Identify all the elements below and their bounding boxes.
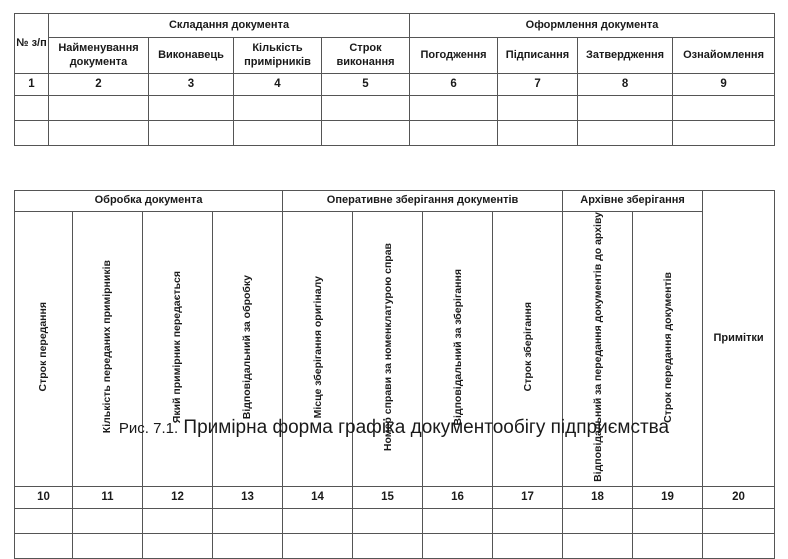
group-format-header: Оформлення документа xyxy=(410,14,775,38)
column-number: 6 xyxy=(410,74,498,96)
header-original-location: Місце зберігання оригіналу xyxy=(283,212,353,487)
header-responsible-archive: Відповідальний за передання документів до архіву xyxy=(563,212,633,487)
column-number: 8 xyxy=(578,74,673,96)
document-flow-table-2 xyxy=(14,190,775,559)
figure-caption-text: Примірна форма графіка документообігу підприємства xyxy=(183,417,670,438)
header-copies: Кількість примірників xyxy=(234,38,322,74)
column-number: 11 xyxy=(73,487,143,509)
header-approval: Погодження xyxy=(410,38,498,74)
column-number: 20 xyxy=(703,487,775,509)
header-signing: Підписання xyxy=(498,38,578,74)
column-number: 2 xyxy=(49,74,149,96)
column-number: 16 xyxy=(423,487,493,509)
group-operative-header: Оперативне зберігання документів xyxy=(283,191,563,212)
column-number: 3 xyxy=(149,74,234,96)
table-row xyxy=(15,96,775,121)
column-number: 7 xyxy=(498,74,578,96)
column-number: 17 xyxy=(493,487,563,509)
header-storage-term: Строк зберігання xyxy=(493,212,563,487)
column-number: 5 xyxy=(322,74,410,96)
column-number: 4 xyxy=(234,74,322,96)
col-number-header: № з/п xyxy=(15,14,49,74)
header-transfer-term: Строк передання xyxy=(15,212,73,487)
header-responsible-storage: Відповідальний за зберігання xyxy=(423,212,493,487)
table-row xyxy=(15,121,775,146)
column-number: 1 xyxy=(15,74,49,96)
column-number: 10 xyxy=(15,487,73,509)
column-number: 13 xyxy=(213,487,283,509)
group-compose-header: Складання документа xyxy=(49,14,410,38)
table-row xyxy=(15,534,775,559)
group-processing-header: Обробка документа xyxy=(15,191,283,212)
header-familiarization: Ознайомлення xyxy=(673,38,775,74)
header-deadline: Строк виконання xyxy=(322,38,410,74)
figure-caption xyxy=(0,417,788,439)
column-number: 9 xyxy=(673,74,775,96)
column-number: 12 xyxy=(143,487,213,509)
table-row xyxy=(15,509,775,534)
notes-header: Примітки xyxy=(703,191,775,487)
group-archive-header: Архівне зберігання xyxy=(563,191,703,212)
column-number: 18 xyxy=(563,487,633,509)
figure-caption-prefix: Рис. 7.1. xyxy=(118,420,179,437)
document-flow-table-1 xyxy=(14,13,775,146)
column-number: 14 xyxy=(283,487,353,509)
column-number: 15 xyxy=(353,487,423,509)
header-responsible-processing: Відповідальний за обробку xyxy=(213,212,283,487)
header-confirmation: Затвердження xyxy=(578,38,673,74)
header-executor: Виконавець xyxy=(149,38,234,74)
header-archive-transfer-term: Строк передання документів xyxy=(633,212,703,487)
header-doc-name: Найменування документа xyxy=(49,38,149,74)
header-transferred-copies: Кількість переданих примірників xyxy=(73,212,143,487)
header-which-copy: Який примірник передається xyxy=(143,212,213,487)
header-case-number: Номер справи за номенклатурою справ xyxy=(353,212,423,487)
column-number: 19 xyxy=(633,487,703,509)
